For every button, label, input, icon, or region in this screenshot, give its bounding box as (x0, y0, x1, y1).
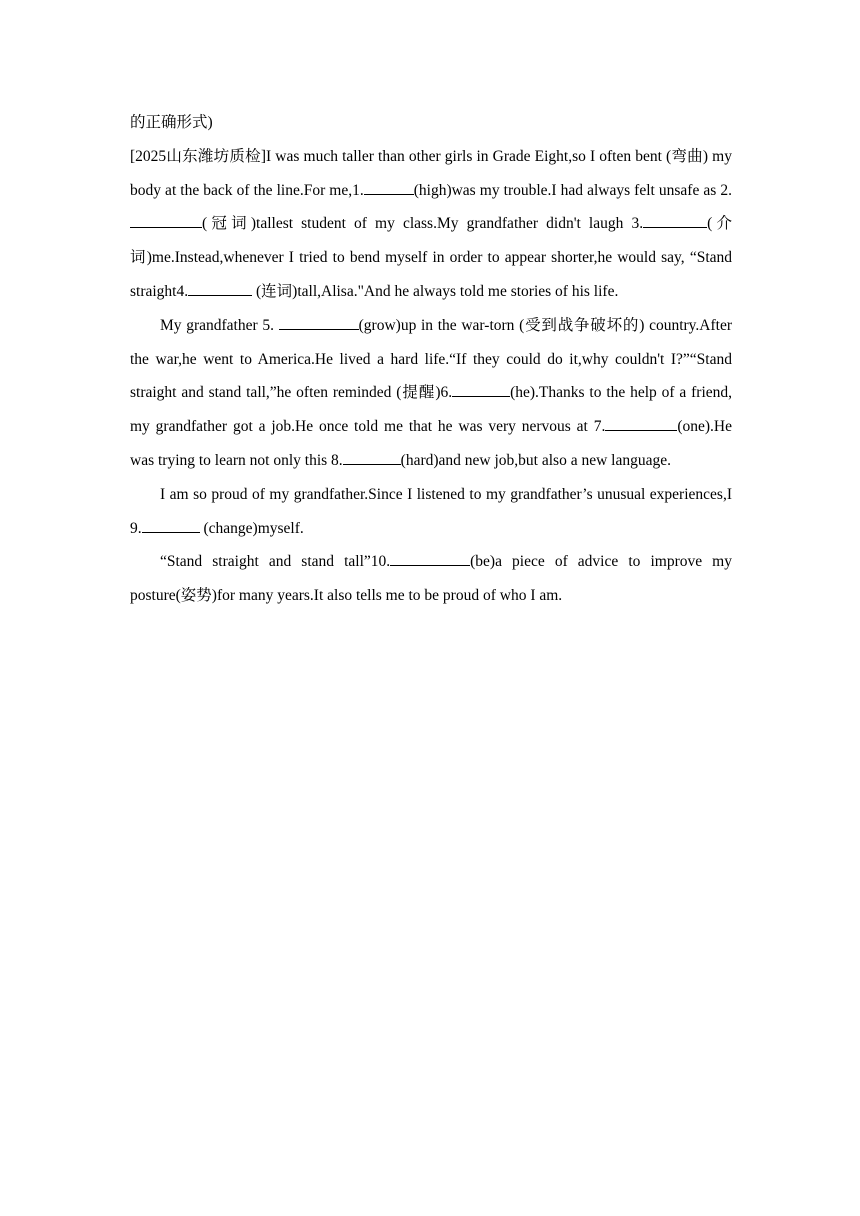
blank-3[interactable] (643, 211, 707, 228)
blank-6[interactable] (452, 380, 510, 397)
paragraph-2: My grandfather 5. (grow)up in the war-torn (受到战争破坏的) country.After the war,he went to America.He lived a hard life.“If they could do it,why couldn't I?”“Stand straight and stand tall,”he often reminded (提醒)6. (he).Thanks to the help of a friend, my grandfather got a job.He once told me that he was very nervous at 7. (one).He was trying to learn not only this 8. (hard)and new job,but also a new language. (130, 309, 732, 478)
blank-1[interactable] (364, 177, 414, 194)
blank-9[interactable] (142, 515, 200, 532)
exercise-document (130, 106, 732, 613)
instruction-tail: 的正确形式) (130, 114, 213, 131)
blank-4[interactable] (188, 279, 252, 296)
paragraph-3: I am so proud of my grandfather.Since I listened to my grandfather’s unusual experiences,I 9. (change)myself. (130, 485, 732, 537)
blank-7[interactable] (605, 414, 677, 431)
blank-2[interactable] (130, 211, 202, 228)
blank-8[interactable] (343, 448, 401, 465)
paragraph-4: “Stand straight and stand tall”10. (be)a piece of advice to improve my posture(姿势)for many years.It also tells me to be proud of who I am. (130, 545, 732, 613)
blank-5[interactable] (279, 313, 359, 330)
paragraph-1: [2025山东潍坊质检]I was much taller than other girls in Grade Eight,so I often bent (弯曲) my body at the back of the line.For me,1. (high)was my trouble.I had always felt unsafe as 2.(冠词)tallest student of my class.My grandfather didn't laugh 3. (介词)me.Instead,whenever I tried to bend myself in order to appear shorter,he would say, “Stand straight4. (连词)tall,Alisa."And he always told me stories of his life. (130, 147, 732, 300)
blank-10[interactable] (390, 549, 470, 566)
